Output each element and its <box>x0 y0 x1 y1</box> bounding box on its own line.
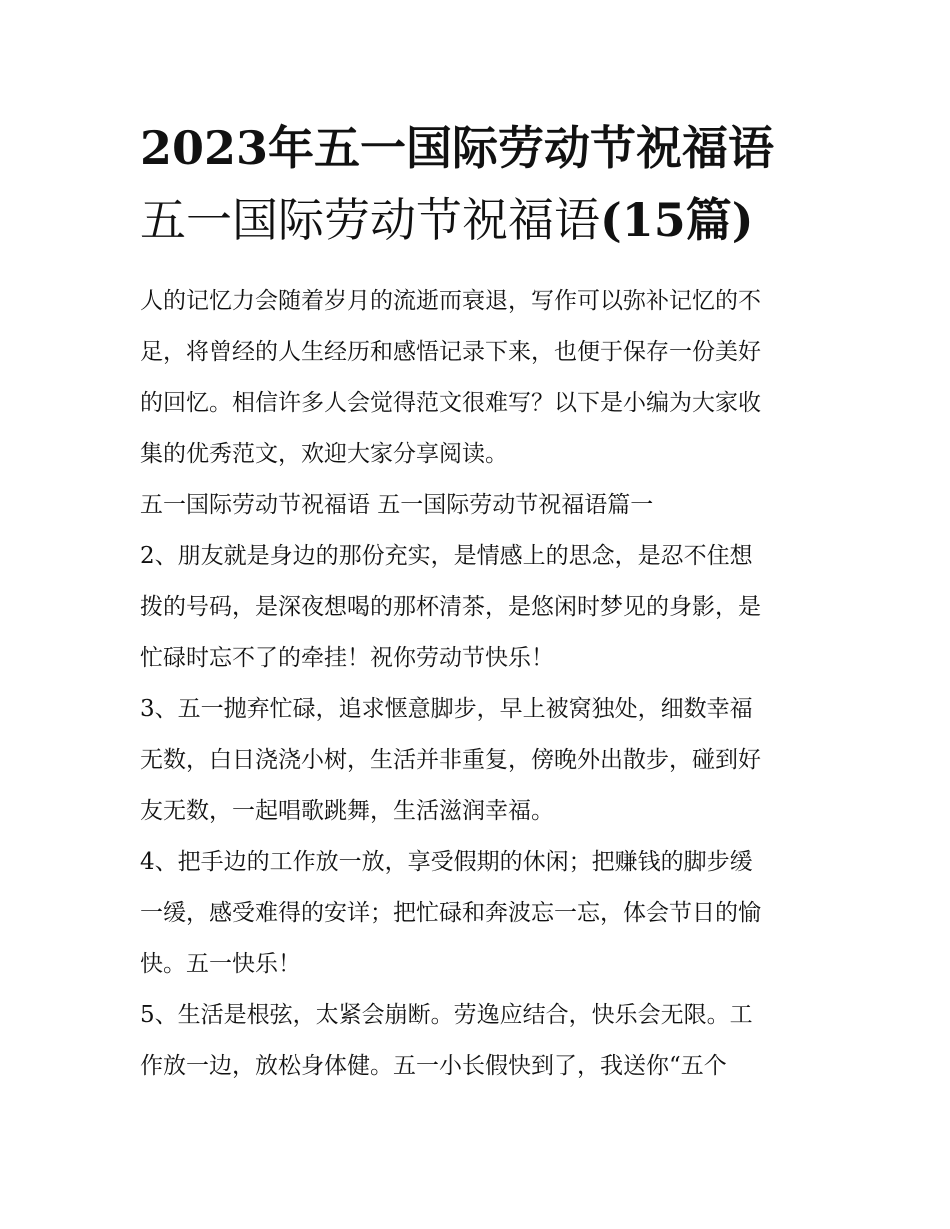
text-line: 人的记忆力会随着岁月的流逝而衰退，写作可以弥补记忆的不 <box>140 288 761 314</box>
text-line: 4、把手边的工作放一放，享受假期的休闲；把赚钱的脚步缓 <box>140 849 753 875</box>
text-line: 5、生活是根弦，太紧会崩断。劳逸应结合，快乐会无限。工 <box>140 1002 753 1028</box>
title-line-1: 2023年五一国际劳动节祝福语 <box>140 121 775 175</box>
text-line: 友无数，一起唱歌跳舞，生活滋润幸福。 <box>140 798 554 824</box>
text-line: 3、五一抛弃忙碌，追求惬意脚步，早上被窝独处，细数幸福 <box>140 696 753 722</box>
title-line-2-suffix: (15篇) <box>600 193 754 247</box>
title-line-2 <box>140 184 840 256</box>
document-title <box>140 112 840 256</box>
text-line: 忙碌时忘不了的牵挂！祝你劳动节快乐！ <box>140 645 554 671</box>
text-line: 集的优秀范文，欢迎大家分享阅读。 <box>140 441 508 467</box>
text-line: 足，将曾经的人生经历和感悟记录下来，也便于保存一份美好 <box>140 339 761 365</box>
text-line: 拨的号码，是深夜想喝的那杯清茶，是悠闲时梦见的身影，是 <box>140 594 761 620</box>
text-line: 快。五一快乐！ <box>140 951 301 977</box>
text-line: 一缓，感受难得的安详；把忙碌和奔波忘一忘，体会节日的愉 <box>140 900 761 926</box>
text-line: 2、朋友就是身边的那份充实，是情感上的思念，是忍不住想 <box>140 543 753 569</box>
text-line: 无数，白日浇浇小树，生活并非重复，傍晚外出散步，碰到好 <box>140 747 761 773</box>
document-body <box>140 276 820 1092</box>
text-line: 的回忆。相信许多人会觉得范文很难写？以下是小编为大家收 <box>140 390 761 416</box>
title-line-2-main: 五一国际劳动节祝福语 <box>140 193 600 247</box>
text-line: 作放一边，放松身体健。五一小长假快到了，我送你“五个 <box>140 1053 727 1079</box>
section-heading: 五一国际劳动节祝福语 五一国际劳动节祝福语篇一 <box>140 492 654 518</box>
